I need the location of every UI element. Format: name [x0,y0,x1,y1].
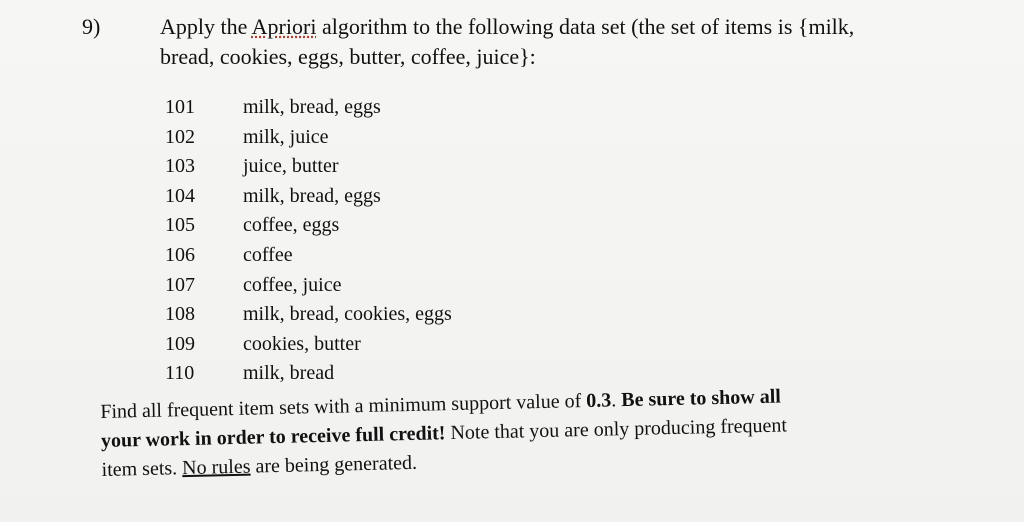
instructions-paragraph [100,378,962,484]
apriori-term: Apriori [251,14,317,39]
transaction-id: 109 [165,332,195,355]
transaction-id: 107 [165,273,195,296]
question-text-start: Apply the [160,14,252,39]
transaction-id: 108 [165,303,195,326]
question-text-end: algorithm to the following data set (the set of items is {milk, [316,14,855,39]
transaction-items: milk, juice [243,125,329,148]
transaction-items: coffee [243,243,293,266]
transaction-id: 102 [165,125,195,148]
transaction-items: coffee, eggs [243,214,340,237]
transaction-id: 101 [165,96,195,118]
min-support-value: 0.3 [585,389,612,412]
instructions-text: are being generated. [250,451,418,478]
instructions-text: Note that you are only producing frequent [445,414,788,445]
instructions-text: Find all frequent item sets with a minimum support value of [100,389,587,423]
transaction-items: juice, butter [243,155,339,178]
transaction-id: 106 [165,243,195,266]
emphasis-text: Be sure to show all [620,385,782,412]
question-line-2: bread, cookies, eggs, butter, coffee, juice}: [160,44,536,69]
transaction-items: coffee, juice [243,273,342,296]
transaction-items: milk, bread, eggs [243,184,381,207]
transaction-id: 103 [165,155,195,178]
transaction-id: 110 [165,362,195,385]
question-prompt [160,12,980,72]
instructions-text: . [610,389,622,412]
instructions-text: item sets. [101,457,183,481]
transaction-id: 105 [165,214,195,237]
question-number: 9) [82,14,101,39]
transaction-items: milk, bread, cookies, eggs [243,303,452,326]
question-line-1 [160,12,980,42]
transaction-items: cookies, butter [243,332,361,355]
emphasis-text: your work in order to receive full credit! [100,422,446,452]
transaction-items: milk, bread, eggs [243,96,381,118]
transaction-id: 104 [165,184,195,207]
no-rules-text: No rules [181,455,251,480]
transaction-items: milk, bread [243,362,335,385]
